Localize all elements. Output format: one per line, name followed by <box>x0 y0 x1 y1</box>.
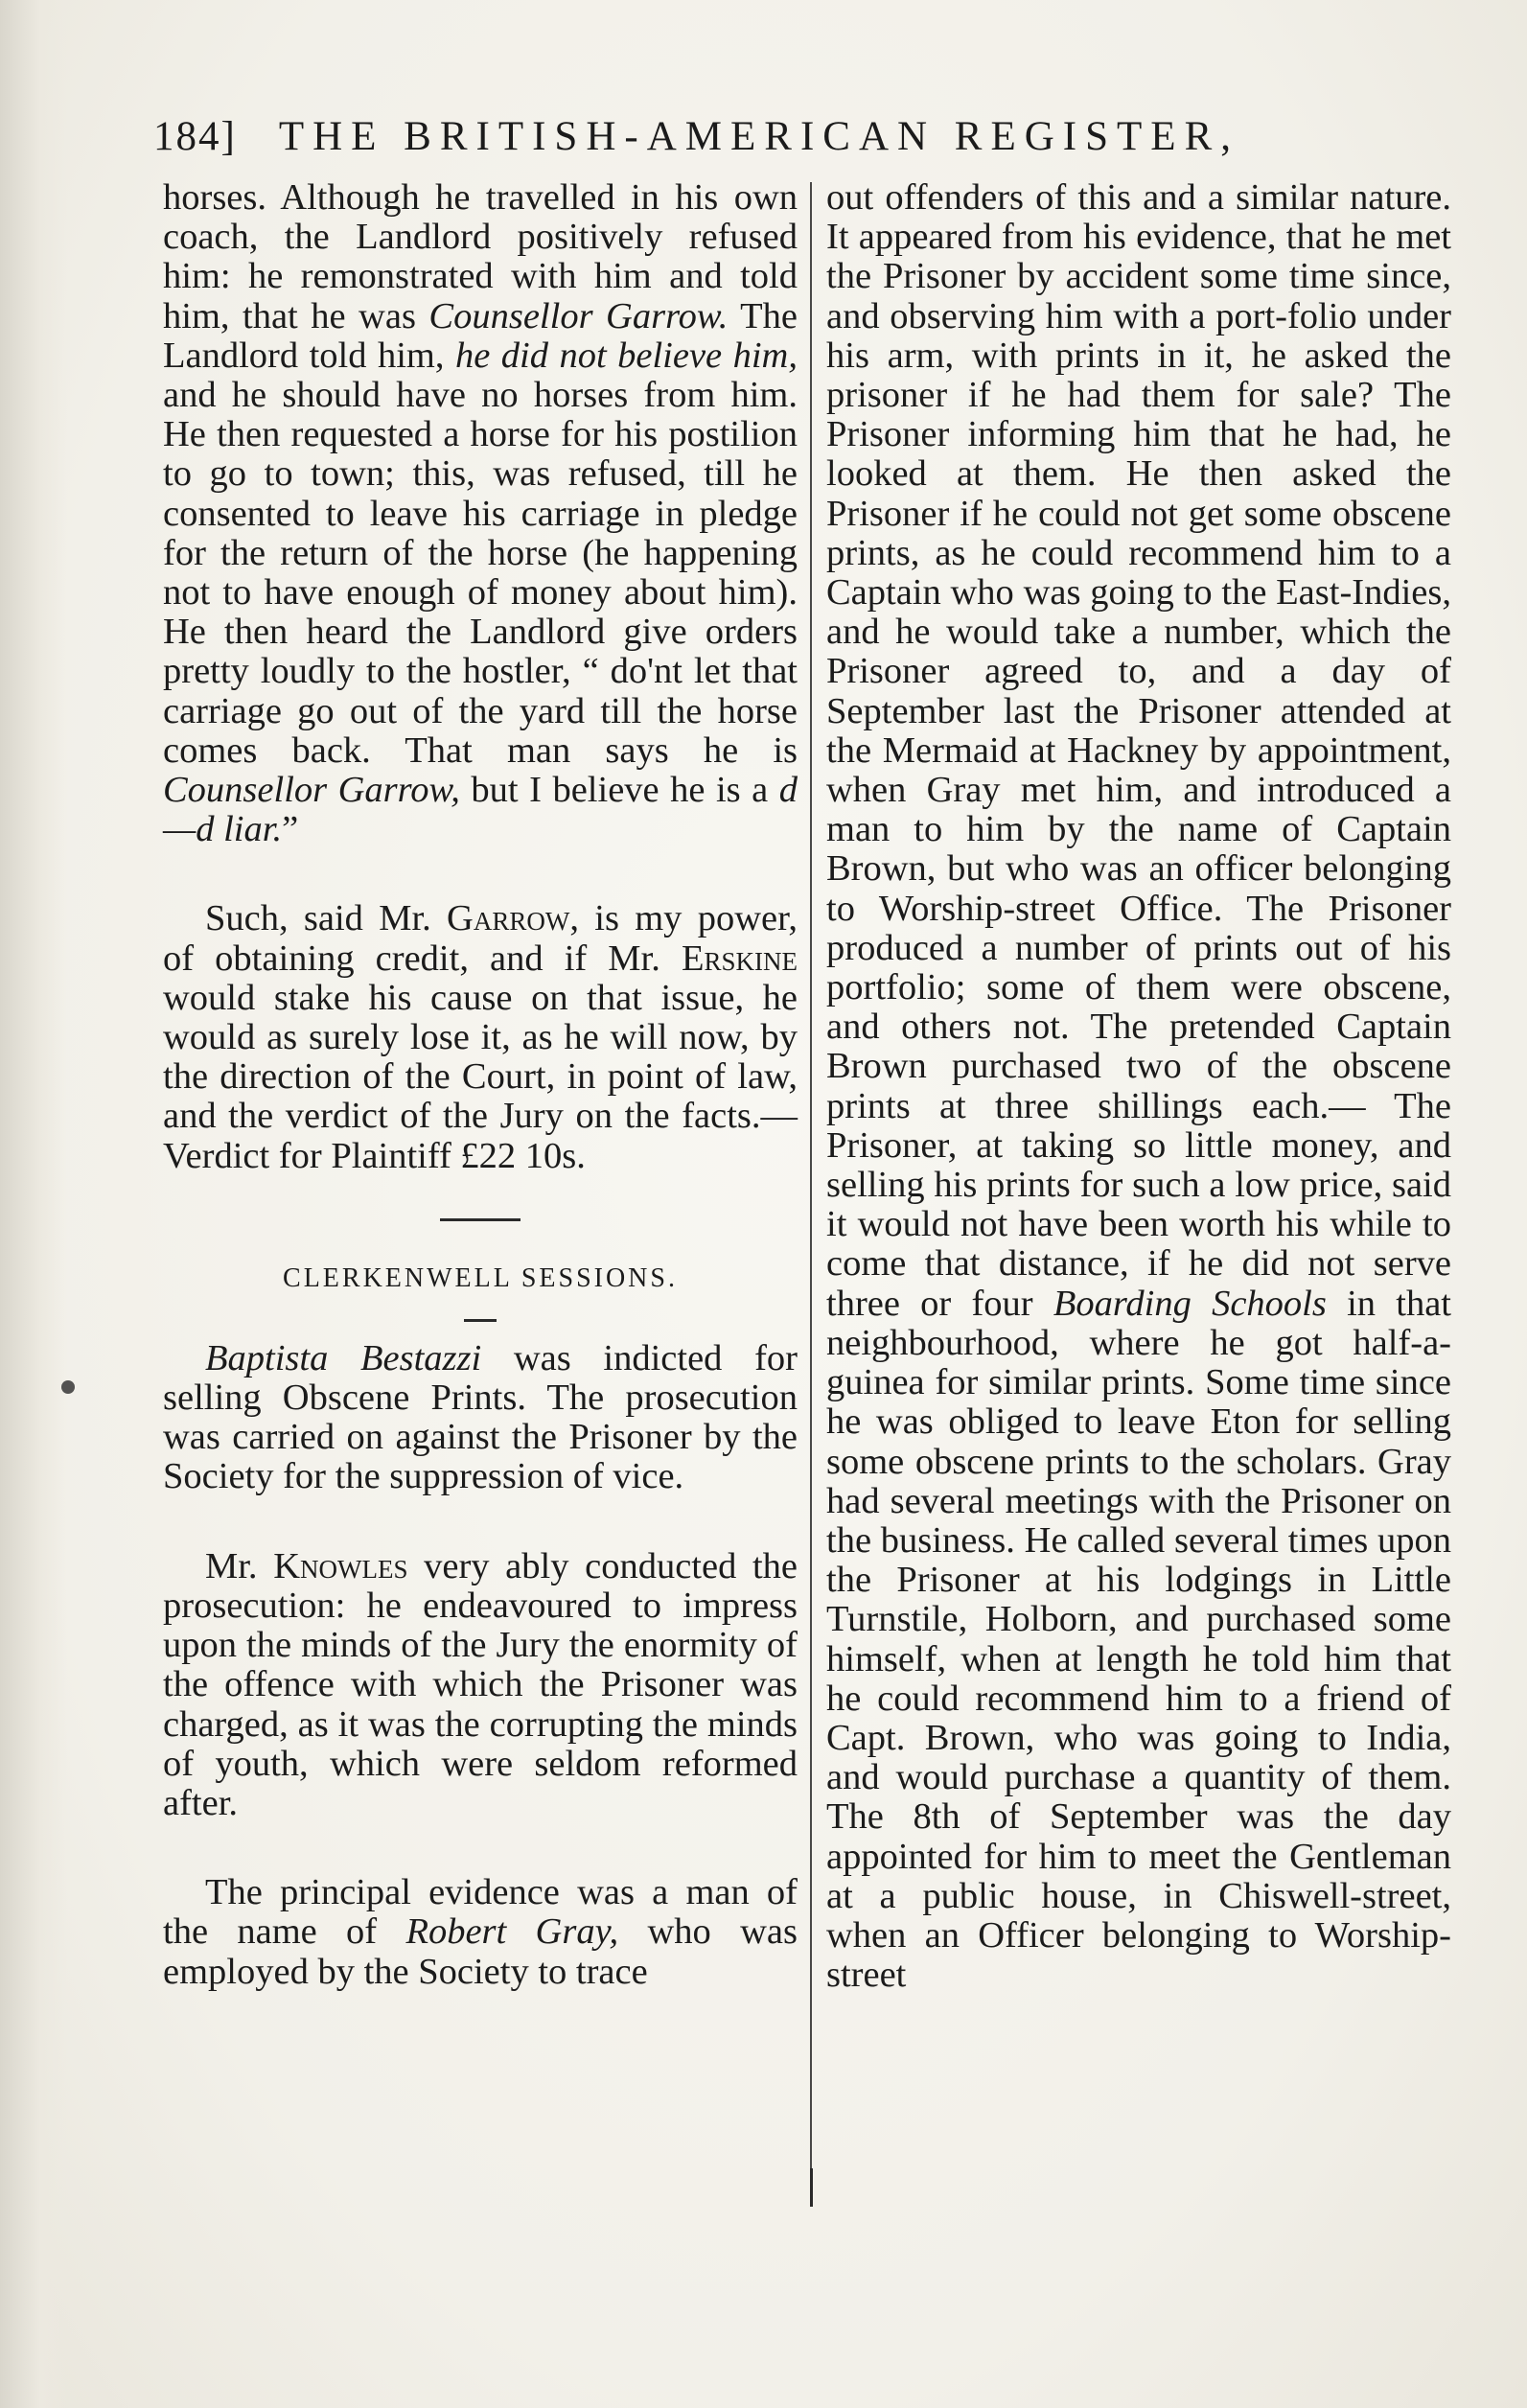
paragraph-prosecution <box>163 1547 798 1823</box>
text-run: Such, said Mr. <box>205 898 448 939</box>
section-rule <box>440 1218 521 1221</box>
right-column <box>826 178 1451 1995</box>
italic-run: Counsellor Garrow, <box>163 770 460 811</box>
left-column <box>163 178 798 1992</box>
paragraph-evidence <box>163 1873 798 1992</box>
column-rule <box>810 182 812 2200</box>
text-run: out offenders of this and a similar nature. It appeared from his evidence, that he met the Prisoner by accident some time since, and observing him with a port-folio under his arm, with prints in it, he asked the prisoner if he had them for sale? The Prisoner informing him that he had, he looked at them. He then asked the Prisoner if he could not get some obscene prints, as he could recommend him to a Captain who was going to the East-Indies, and he would take a number, which the Prisoner agreed to, and a day of September last the Prisoner attended at the Mermaid at Hackney by appointment, when Gray met him, and introduced a man to him by the name of Captain Brown, but who was an officer belonging to Worship-street Office. The Prisoner produced a number of prints out of his portfolio; some of them were obscene, and others not. The pretended Captain Brown purchased two of the obscene prints at three shillings each.— The Prisoner, at taking so little money, and selling his prints for such a low price, said it would not have been worth his while to come that distance, if he did not serve three or four <box>826 177 1451 1324</box>
italic-run: Boarding Schools <box>1053 1283 1327 1324</box>
text-run: but I believe he is a <box>459 770 779 811</box>
text-run: who was employed by the Society to trace <box>163 1911 798 1992</box>
text-run: ” <box>282 809 299 850</box>
paragraph-indictment <box>163 1339 798 1497</box>
smallcaps-run: Erskine <box>681 938 798 979</box>
italic-run: he did not believe him, <box>454 335 798 376</box>
ink-smudge <box>61 1380 75 1394</box>
smallcaps-run: Knowles <box>273 1545 408 1586</box>
section-rule-short <box>464 1319 497 1322</box>
text-run: in that neighbourhood, where he got half-a-guinea for similar prints. Some time since he was obliged to leave Eton for selling some obscene prints to the scholars. Gray had several meetings with the Prisoner on the business. He called several times upon the Prisoner at his lodgings in Little Turnstile, Holborn, and purchased some himself, when at length he told him that he could recommend him to a friend of Capt. Brown, who was going to India, and would purchase a quantity of them. The 8th of September was the day appointed for him to meet the Gentleman at a public house, in Chiswell-street, when an Officer belonging to Worship-street <box>826 1283 1451 1996</box>
section-heading: CLERKENWELL SESSIONS. <box>283 1262 678 1293</box>
text-run: would stake his cause on that issue, he would as surely lose it, as he will now, by the direction of the Court, in point of law, and the verdict of the Jury on the facts.— Verdict for Plaintiff £22 10s. <box>163 977 798 1176</box>
text-run: is my power, of obtaining credit, and if Mr. <box>163 898 798 979</box>
italic-run: Counsellor Garrow. <box>428 295 729 336</box>
text-run: The Landlord told him, <box>163 295 798 376</box>
running-header <box>153 113 1438 171</box>
column-bracket <box>810 2168 813 2207</box>
journal-title: THE BRITISH-AMERICAN REGISTER, <box>278 114 1240 159</box>
smallcaps-run: Garrow, <box>447 898 579 939</box>
text-run: The principal evidence was a man of the name of <box>163 1872 798 1953</box>
text-run: very ably conducted the prosecution: he endeavoured to impress upon the minds of the Jury the enormity of the offence with which the Prisoner was charged, as it was the corrupting the minds of youth, which were seldom reformed after. <box>163 1545 798 1823</box>
paragraph-verdict <box>163 899 798 1175</box>
page-number: 184] <box>153 114 237 159</box>
italic-run: d—d liar. <box>163 770 798 850</box>
paragraph-testimony <box>826 178 1451 1995</box>
text-run: and he should have no horses from him. He then requested a horse for his postilion to go to town; this, was refused, till he consented to leave his carriage in pledge for the return of the horse (he happening not to have enough of money about him). He then heard the Landlord give orders pretty loudly to the hostler, “ do'nt let that carriage go out of the yard till the horse comes back. That man says he is <box>163 375 798 771</box>
page-edge-shadow <box>0 0 67 2408</box>
paragraph-garrow-anecdote <box>163 178 798 849</box>
italic-run: Robert Gray, <box>405 1911 619 1953</box>
text-run: Mr. <box>205 1545 274 1586</box>
text-run: was indicted for selling Obscene Prints. The prosecution was carried on against the Prisoner by the Society for the suppression of vice. <box>163 1337 798 1497</box>
text-run: horses. Although he travelled in his own coach, the Landlord positively refused him: he remonstrated with him and told him, that he was <box>163 177 798 336</box>
italic-run: Baptista Bestazzi <box>205 1337 482 1378</box>
